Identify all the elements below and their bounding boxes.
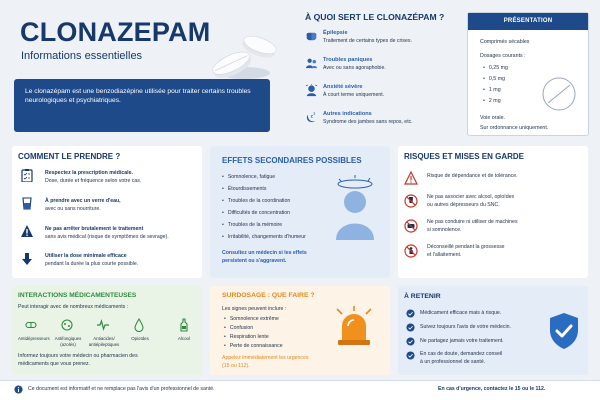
remember-item-text: Médicament efficace mais à risque. (420, 310, 502, 316)
how-item-title: À prendre avec un verre d'eau, (45, 198, 121, 204)
no-pregnancy-icon (404, 244, 418, 258)
water-glass-icon (20, 196, 34, 210)
people-icon (305, 57, 318, 70)
presentation-title: PRÉSENTATION (468, 13, 588, 30)
how-item-title: Utiliser la dose minimale efficace (45, 253, 127, 259)
heartbeat-icon (96, 318, 110, 332)
tablet-icon (538, 73, 580, 115)
check-icon (406, 323, 415, 332)
side-effects-note: persistent ou s'aggravent. (222, 258, 287, 264)
interaction-label: Antidépresseurs (18, 336, 50, 341)
how-item-text: sans avis médical (risque de symptômes de sevrage). (45, 234, 169, 240)
how-item-title: Respectez la prescription médicale. (45, 170, 133, 176)
presentation-route: Voie orale. (480, 115, 506, 121)
emergency-siren-icon (333, 306, 375, 346)
risks-title: RISQUES ET MISES EN GARDE (404, 152, 525, 161)
side-effect-item: • Somnolence, fatigue (222, 174, 275, 180)
warning-triangle-icon (404, 171, 418, 185)
info-icon (14, 385, 23, 394)
use-item-text: Traitement de certains types de crises. (323, 38, 412, 44)
overdose-call: Appelez immédiatement les urgences (222, 355, 309, 361)
use-item-title: Troubles paniques (323, 57, 373, 63)
overdose-intro: Les signes peuvent inclure : (222, 306, 287, 312)
overdose-sign: • Perte de connaissance (224, 343, 283, 349)
check-icon (406, 309, 415, 318)
footer-emergency: En cas d'urgence, contactez le 15 ou le 112. (438, 386, 546, 392)
side-effects-note: Consultez un médecin si les effets (222, 250, 307, 256)
interactions-intro: Peut interagir avec de nombreux médicaments : (18, 304, 129, 310)
dose-item: • 0,25 mg (483, 65, 508, 71)
risk-item-text: Risque de dépendance et de tolérance. (427, 173, 518, 179)
brain-icon (305, 30, 318, 43)
side-effect-item: • Troubles de la coordination (222, 198, 290, 204)
shield-check-icon (548, 312, 580, 350)
risk-item-text: Ne pas conduire ni utiliser de machines (427, 219, 518, 225)
intro-banner: Le clonazépam est une benzodiazépine utilisée pour traiter certains troubles neurologiques et psychiatriques. (14, 79, 270, 132)
use-item-text: Avec ou sans agoraphobie. (323, 65, 386, 71)
side-effect-item: • Troubles de la mémoire (222, 222, 282, 228)
risk-item-text: et l'allaitement. (427, 252, 462, 258)
check-icon (406, 337, 415, 346)
presentation-doses-label: Dosages courants : (480, 53, 526, 59)
overdose-sign: • Respiration lente (224, 334, 269, 340)
no-driving-icon (404, 219, 418, 233)
side-effect-item: • Difficultés de concentration (222, 210, 290, 216)
check-icon (406, 351, 415, 360)
page-subtitle: Informations essentielles (21, 50, 143, 62)
no-alcohol-icon (404, 194, 418, 208)
side-effect-item: • Irritabilité, changements d'humeur (222, 234, 306, 240)
side-effects-title: EFFETS SECONDAIRES POSSIBLES (222, 156, 362, 165)
risk-item-text: Ne pas associer avec alcool, opioïdes (427, 194, 515, 200)
how-title: COMMENT LE PRENDRE ? (18, 152, 121, 161)
interaction-label: Antifongiques (azolés) (54, 336, 82, 347)
how-item-text: pendant la durée la plus courte possible. (45, 261, 139, 267)
use-item-title: Épilepsie (323, 30, 348, 36)
how-item-text: avec ou sans nourriture. (45, 206, 101, 212)
interactions-note: médicaments que vous prenez. (18, 361, 91, 367)
remember-item-text: à un professionnel de santé. (420, 359, 486, 365)
alcohol-bottle-icon (177, 318, 191, 332)
overdose-sign: • Somnolence extrême (224, 316, 279, 322)
how-item-text: Dose, durée et fréquence selon votre cas. (45, 178, 142, 184)
anxiety-icon (305, 84, 318, 97)
use-item-text: Syndrome des jambes sans repos, etc. (323, 119, 413, 125)
arrow-down-icon (20, 252, 34, 266)
presentation-box (467, 12, 589, 136)
interaction-label: Antiacides/ antiépileptiques (88, 336, 120, 347)
clipboard-icon (20, 168, 34, 182)
risk-item-text: si somnolence. (427, 227, 462, 233)
how-item-title: Ne pas arrêter brutalement le traitement (45, 226, 144, 232)
dizzy-person-icon (330, 172, 380, 244)
overdose-title: SURDOSAGE : QUE FAIRE ? (222, 292, 315, 299)
svg-text:z: z (310, 113, 313, 119)
antifungal-icon (60, 318, 74, 332)
warning-icon (20, 224, 34, 238)
remember-title: À RETENIR (404, 293, 441, 300)
presentation-form: Comprimés sécables (480, 39, 530, 45)
dose-item: • 2 mg (483, 98, 501, 104)
dose-item: • 0,5 mg (483, 76, 505, 82)
overdose-sign: • Confusion (224, 325, 253, 331)
interaction-label: Opioïdes (131, 336, 149, 341)
antidepressant-pill-icon (24, 318, 38, 332)
overdose-call: (15 ou 112). (222, 363, 250, 369)
risk-item-text: ou autres dépresseurs du SNC. (427, 202, 500, 208)
remember-item-text: En cas de doute, demandez conseil (420, 351, 503, 357)
use-item-text: À court terme uniquement. (323, 92, 385, 98)
interactions-note: Informez toujours votre médecin ou pharmacien des (18, 353, 138, 359)
side-effect-item: • Étourdissements (222, 186, 266, 192)
interaction-label: Alcool (178, 336, 190, 341)
page-title: CLONAZEPAM (20, 17, 211, 47)
svg-text:z: z (313, 111, 316, 116)
opioid-drop-icon (132, 318, 146, 332)
sleep-icon (305, 111, 318, 124)
use-item-title: Autres indications (323, 111, 372, 117)
presentation-prescription: Sur ordonnance uniquement. (480, 125, 549, 131)
dose-item: • 1 mg (483, 87, 501, 93)
interactions-title: INTERACTIONS MÉDICAMENTEUSES (18, 292, 137, 299)
use-item-title: Anxiété sévère (323, 84, 363, 90)
remember-item-text: Ne partagez jamais votre traitement. (420, 338, 504, 344)
remember-item-text: Suivez toujours l'avis de votre médecin. (420, 324, 511, 330)
risk-item-text: Déconseillé pendant la grossesse (427, 244, 505, 250)
uses-title: À QUOI SERT LE CLONAZÉPAM ? (305, 12, 445, 22)
footer-disclaimer: Ce document est informatif et ne remplace pas l'avis d'un professionnel de santé. (28, 386, 215, 392)
